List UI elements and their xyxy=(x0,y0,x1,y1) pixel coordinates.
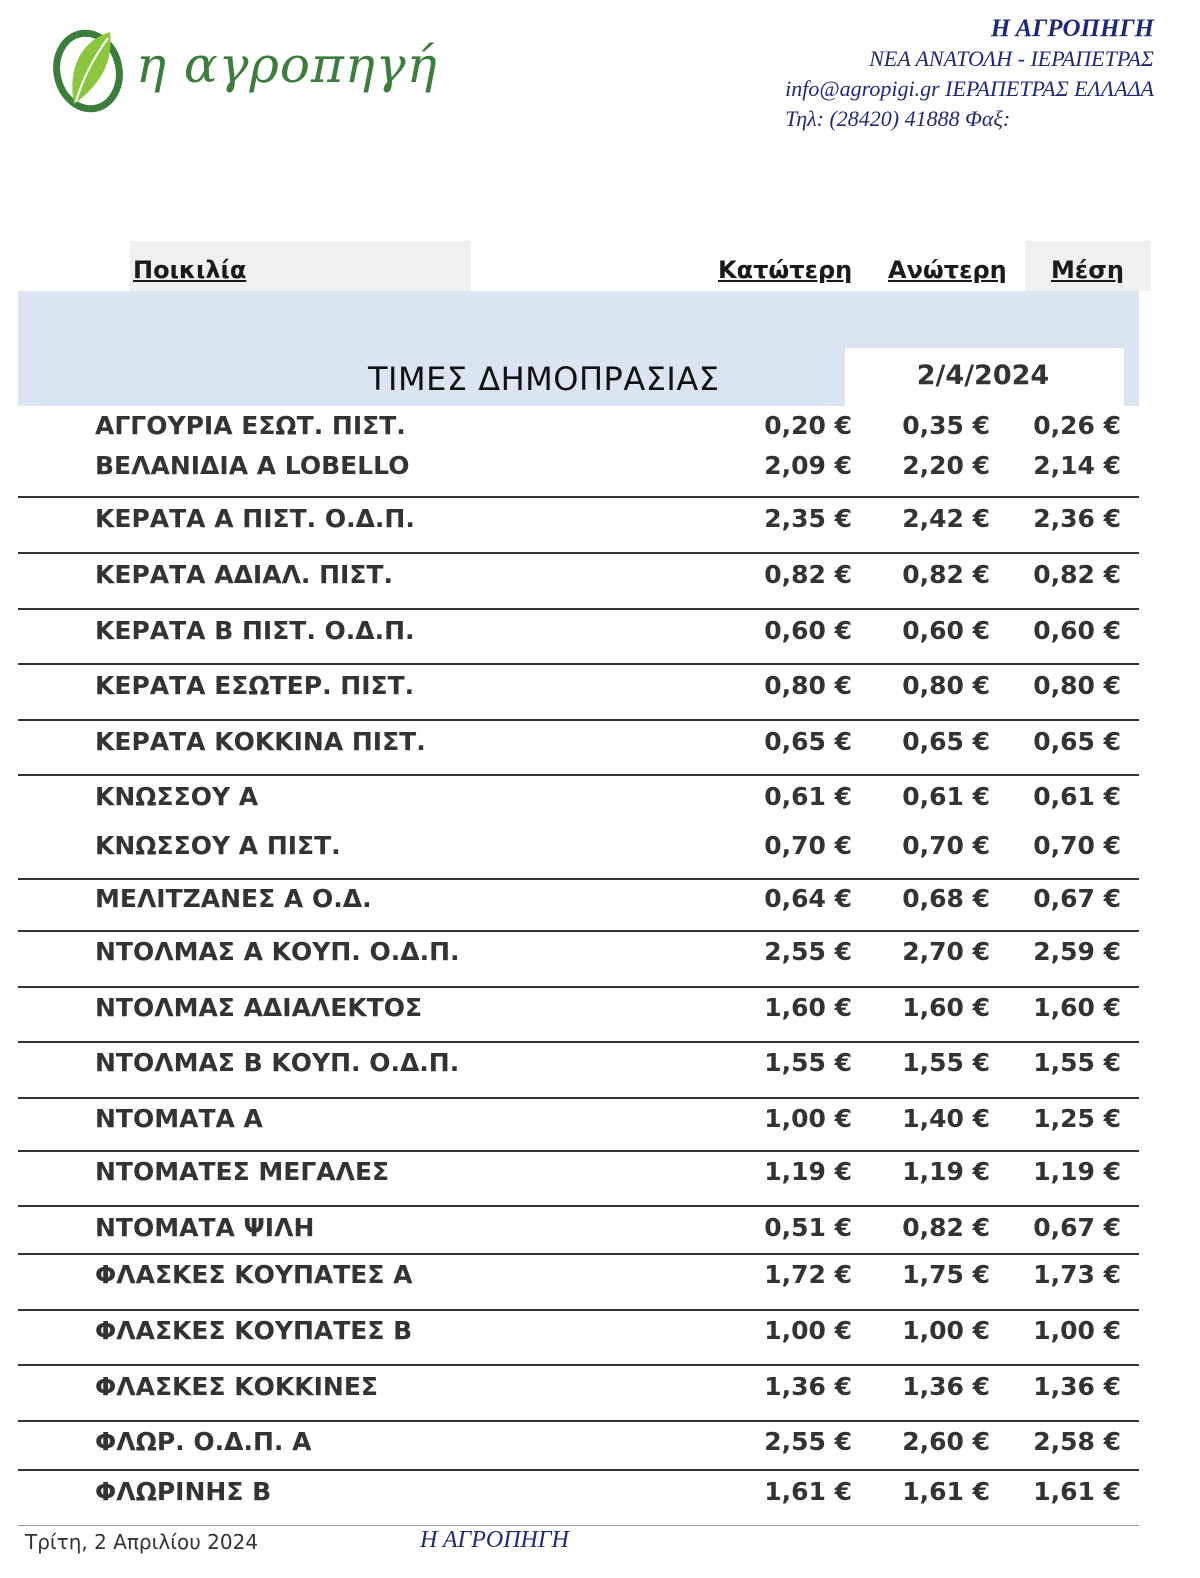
row-low: 0,82 € xyxy=(764,560,852,589)
row-avg: 2,58 € xyxy=(1033,1427,1121,1456)
row-avg: 0,60 € xyxy=(1033,616,1121,645)
row-low: 2,55 € xyxy=(764,1427,852,1456)
row-high: 0,61 € xyxy=(902,782,990,811)
row-divider xyxy=(18,930,1139,932)
row-name: ΚΕΡΑΤΑ Α ΠΙΣΤ. Ο.Δ.Π. xyxy=(95,504,415,533)
row-name: ΝΤΟΛΜΑΣ Α ΚΟΥΠ. Ο.Δ.Π. xyxy=(95,937,460,966)
row-divider xyxy=(18,1469,1139,1471)
row-avg: 0,67 € xyxy=(1033,1213,1121,1242)
row-avg: 2,59 € xyxy=(1033,937,1121,966)
table-row xyxy=(0,1313,1200,1349)
row-name: ΦΛΩΡ. Ο.Δ.Π. Α xyxy=(95,1427,312,1456)
column-header-avg: Μέση xyxy=(1051,256,1125,284)
row-divider xyxy=(18,552,1139,554)
row-name: ΝΤΟΛΜΑΣ Β ΚΟΥΠ. Ο.Δ.Π. xyxy=(95,1048,460,1077)
row-high: 0,82 € xyxy=(902,1213,990,1242)
table-row xyxy=(0,408,1200,444)
table-row xyxy=(0,613,1200,649)
row-name: ΦΛΑΣΚΕΣ ΚΟΥΠΑΤΕΣ Β xyxy=(95,1316,413,1345)
table-row xyxy=(0,724,1200,760)
row-low: 0,80 € xyxy=(764,671,852,700)
row-name: ΑΓΓΟΥΡΙΑ ΕΣΩΤ. ΠΙΣΤ. xyxy=(95,411,406,440)
row-high: 1,60 € xyxy=(902,993,990,1022)
row-avg: 0,82 € xyxy=(1033,560,1121,589)
row-name: ΝΤΟΜΑΤΑ Α xyxy=(95,1104,263,1133)
row-name: ΜΕΛΙΤΖΑΝΕΣ Α Ο.Δ. xyxy=(95,884,372,913)
row-divider xyxy=(18,1041,1139,1043)
footer-company: Η ΑΓΡΟΠΗΓΗ xyxy=(420,1527,569,1553)
row-low: 0,60 € xyxy=(764,616,852,645)
row-avg: 0,26 € xyxy=(1033,411,1121,440)
row-divider xyxy=(18,1253,1139,1255)
table-row xyxy=(0,557,1200,593)
row-divider xyxy=(18,1205,1139,1207)
logo-text: η αγροπηγή xyxy=(136,36,438,94)
row-low: 1,00 € xyxy=(764,1104,852,1133)
row-avg: 1,55 € xyxy=(1033,1048,1121,1077)
row-name: ΦΛΑΣΚΕΣ ΚΟΚΚΙΝΕΣ xyxy=(95,1372,379,1401)
row-divider xyxy=(18,1420,1139,1422)
row-high: 0,80 € xyxy=(902,671,990,700)
row-divider xyxy=(18,986,1139,988)
row-avg: 2,36 € xyxy=(1033,504,1121,533)
row-low: 1,72 € xyxy=(764,1260,852,1289)
row-high: 0,70 € xyxy=(902,831,990,860)
row-high: 0,35 € xyxy=(902,411,990,440)
row-name: ΚΝΩΣΣΟΥ Α ΠΙΣΤ. xyxy=(95,831,341,860)
row-avg: 1,61 € xyxy=(1033,1477,1121,1506)
company-address: ΝΕΑ ΑΝΑΤΟΛΗ - ΙΕΡΑΠΕΤΡΑΣ xyxy=(869,46,1154,71)
row-high: 1,36 € xyxy=(902,1372,990,1401)
table-row xyxy=(0,1045,1200,1081)
row-high: 2,60 € xyxy=(902,1427,990,1456)
row-divider xyxy=(18,1150,1139,1152)
row-divider xyxy=(18,1364,1139,1366)
row-avg: 1,19 € xyxy=(1033,1157,1121,1186)
row-low: 1,00 € xyxy=(764,1316,852,1345)
row-high: 1,19 € xyxy=(902,1157,990,1186)
table-row xyxy=(0,934,1200,970)
row-low: 1,61 € xyxy=(764,1477,852,1506)
footer-divider xyxy=(18,1525,1139,1526)
leaf-icon xyxy=(48,24,132,114)
row-avg: 2,14 € xyxy=(1033,451,1121,480)
row-divider xyxy=(18,1097,1139,1099)
row-name: ΚΕΡΑΤΑ ΚΟΚΚΙΝΑ ΠΙΣΤ. xyxy=(95,727,426,756)
company-email[interactable]: info@agropigi.gr ΙΕΡΑΠΕΤΡΑΣ ΕΛΛΑΔΑ xyxy=(785,76,1154,101)
company-phone: Τηλ: (28420) 41888 Φαξ: xyxy=(785,106,1011,131)
row-avg: 1,00 € xyxy=(1033,1316,1121,1345)
row-low: 0,61 € xyxy=(764,782,852,811)
table-row xyxy=(0,1101,1200,1137)
table-row xyxy=(0,990,1200,1026)
table-row xyxy=(0,668,1200,704)
company-info xyxy=(785,14,1154,134)
row-avg: 0,61 € xyxy=(1033,782,1121,811)
row-high: 0,65 € xyxy=(902,727,990,756)
table-row xyxy=(0,1154,1200,1190)
row-name: ΝΤΟΜΑΤΕΣ ΜΕΓΑΛΕΣ xyxy=(95,1157,390,1186)
row-high: 1,00 € xyxy=(902,1316,990,1345)
row-avg: 0,65 € xyxy=(1033,727,1121,756)
row-low: 1,55 € xyxy=(764,1048,852,1077)
row-high: 1,75 € xyxy=(902,1260,990,1289)
row-divider xyxy=(18,878,1139,880)
company-logo xyxy=(48,20,438,120)
row-name: ΝΤΟΜΑΤΑ ΨΙΛΗ xyxy=(95,1213,315,1242)
row-low: 0,65 € xyxy=(764,727,852,756)
row-low: 2,09 € xyxy=(764,451,852,480)
table-row xyxy=(0,448,1200,484)
row-high: 1,61 € xyxy=(902,1477,990,1506)
row-name: ΚΕΡΑΤΑ ΕΣΩΤΕΡ. ΠΙΣΤ. xyxy=(95,671,415,700)
table-row xyxy=(0,779,1200,815)
row-avg: 1,60 € xyxy=(1033,993,1121,1022)
row-divider xyxy=(18,608,1139,610)
table-row xyxy=(0,881,1200,917)
row-name: ΒΕΛΑΝΙΔΙΑ Α LOBELLO xyxy=(95,451,410,480)
row-low: 0,64 € xyxy=(764,884,852,913)
row-low: 0,20 € xyxy=(764,411,852,440)
banner-date: 2/4/2024 xyxy=(916,360,1050,391)
column-header-low: Κατώτερη xyxy=(718,256,853,284)
company-name: Η ΑΓΡΟΠΗΓΗ xyxy=(990,15,1154,42)
row-high: 2,42 € xyxy=(902,504,990,533)
row-divider xyxy=(18,774,1139,776)
banner-title: ΤΙΜΕΣ ΔΗΜΟΠΡΑΣΙΑΣ xyxy=(368,360,720,398)
table-row xyxy=(0,501,1200,537)
column-header-variety: Ποικιλία xyxy=(133,256,247,284)
row-high: 1,40 € xyxy=(902,1104,990,1133)
row-name: ΚΕΡΑΤΑ Β ΠΙΣΤ. Ο.Δ.Π. xyxy=(95,616,415,645)
row-avg: 0,67 € xyxy=(1033,884,1121,913)
row-high: 0,82 € xyxy=(902,560,990,589)
row-low: 1,60 € xyxy=(764,993,852,1022)
row-low: 1,19 € xyxy=(764,1157,852,1186)
row-divider xyxy=(18,496,1139,498)
row-divider xyxy=(18,1309,1139,1311)
row-name: ΝΤΟΛΜΑΣ ΑΔΙΑΛΕΚΤΟΣ xyxy=(95,993,423,1022)
row-high: 2,20 € xyxy=(902,451,990,480)
row-avg: 1,36 € xyxy=(1033,1372,1121,1401)
table-row xyxy=(0,1369,1200,1405)
row-name: ΚΕΡΑΤΑ ΑΔΙΑΛ. ΠΙΣΤ. xyxy=(95,560,393,589)
row-name: ΦΛΑΣΚΕΣ ΚΟΥΠΑΤΕΣ Α xyxy=(95,1260,413,1289)
table-row xyxy=(0,1424,1200,1460)
row-divider xyxy=(18,663,1139,665)
row-low: 2,35 € xyxy=(764,504,852,533)
row-high: 2,70 € xyxy=(902,937,990,966)
row-name: ΚΝΩΣΣΟΥ Α xyxy=(95,782,259,811)
table-row xyxy=(0,1210,1200,1246)
row-avg: 0,70 € xyxy=(1033,831,1121,860)
row-high: 0,60 € xyxy=(902,616,990,645)
row-low: 0,70 € xyxy=(764,831,852,860)
row-low: 2,55 € xyxy=(764,937,852,966)
table-row xyxy=(0,828,1200,864)
row-divider xyxy=(18,719,1139,721)
row-avg: 0,80 € xyxy=(1033,671,1121,700)
row-high: 0,68 € xyxy=(902,884,990,913)
row-avg: 1,25 € xyxy=(1033,1104,1121,1133)
row-avg: 1,73 € xyxy=(1033,1260,1121,1289)
footer-date: Τρίτη, 2 Απριλίου 2024 xyxy=(25,1530,259,1554)
column-header-high: Ανώτερη xyxy=(888,256,1007,284)
row-low: 1,36 € xyxy=(764,1372,852,1401)
row-high: 1,55 € xyxy=(902,1048,990,1077)
row-name: ΦΛΩΡΙΝΗΣ Β xyxy=(95,1477,272,1506)
row-low: 0,51 € xyxy=(764,1213,852,1242)
table-row xyxy=(0,1257,1200,1293)
table-row xyxy=(0,1474,1200,1510)
